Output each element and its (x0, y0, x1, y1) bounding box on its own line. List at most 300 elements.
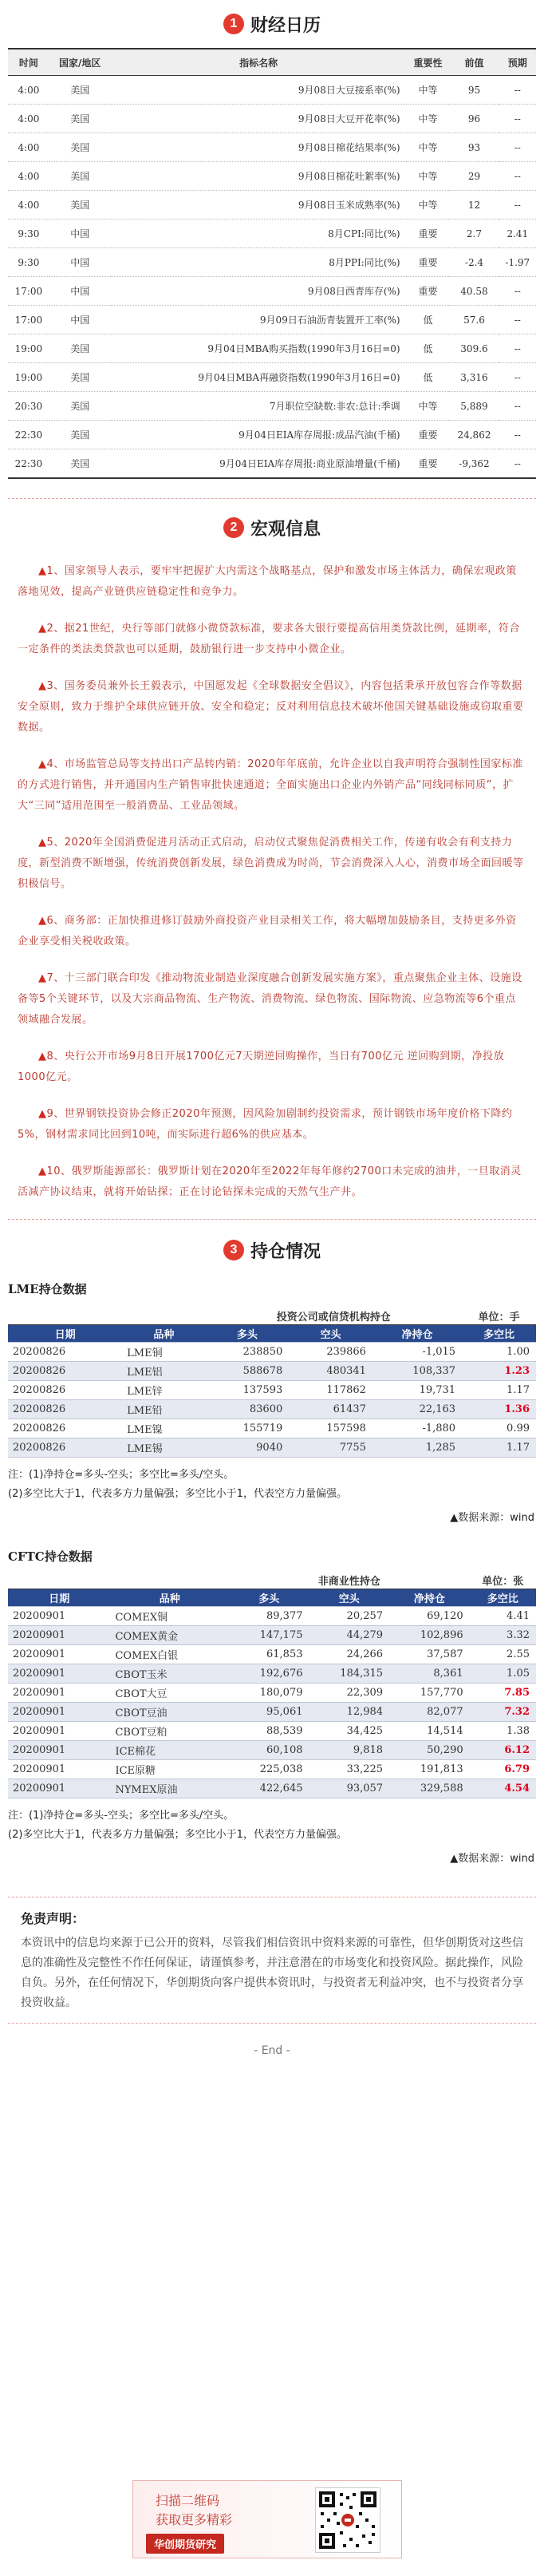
calendar-cell: 20:30 (8, 392, 49, 421)
calendar-cell: 中等 (407, 392, 450, 421)
calendar-cell: 9月08日棉花结果率(%) (111, 133, 407, 162)
cftc-header-cell: 多头 (229, 1589, 309, 1607)
lme-unit: 单位：手 (462, 1307, 536, 1325)
calendar-header-cell: 指标名称 (111, 49, 407, 76)
calendar-cell: 美国 (49, 191, 111, 220)
calendar-cell: 9月08日棉花吐絮率(%) (111, 162, 407, 191)
calendar-cell: 93 (449, 133, 499, 162)
calendar-cell: 24,862 (449, 421, 499, 449)
lme-cell: 480341 (289, 1362, 373, 1381)
cftc-header-cell: 日期 (8, 1589, 110, 1607)
calendar-cell: 9月09日石油沥青装置开工率(%) (111, 306, 407, 334)
calendar-table (8, 48, 536, 479)
section-calendar (0, 0, 544, 479)
bullet-triangle-icon: ▲ (38, 972, 47, 984)
macro-news-text: 9、世界钢铁投资协会修正2020年预测，因风险加剧制约投资需求，预计钢铁市场年度价格下降约5%，钢材需求同比回到10吨，而实际进行超6%的供应基本。 (18, 1108, 513, 1141)
disclaimer-heading: 免责声明： (21, 1911, 85, 1926)
cftc-cell: CBOT豆粕 (110, 1722, 228, 1741)
macro-news-list (0, 561, 544, 1203)
lme-cell: 157598 (289, 1419, 373, 1438)
cftc-source: ▲数据来源：wind (450, 1853, 534, 1865)
calendar-cell: 低 (407, 334, 450, 363)
cftc-cell: 225,038 (229, 1760, 309, 1779)
calendar-cell: -- (499, 162, 536, 191)
calendar-cell: 美国 (49, 363, 111, 392)
calendar-cell: -- (499, 334, 536, 363)
calendar-cell: 8月CPI:同比(%) (111, 220, 407, 248)
macro-news-item (18, 968, 526, 1031)
calendar-row (8, 306, 536, 334)
lme-cell: 1.17 (462, 1381, 536, 1400)
cftc-cell: 20200901 (8, 1703, 110, 1722)
cftc-cell: 180,079 (229, 1684, 309, 1703)
note-line: 注：(1)净持仓=多头-空头；多空比=多头/空头。 (8, 1810, 235, 1822)
lme-cell: 83600 (206, 1400, 290, 1419)
calendar-header-cell: 国家/地区 (49, 49, 111, 76)
bullet-triangle-icon: ▲ (38, 837, 47, 849)
bullet-triangle-icon: ▲ (38, 1165, 47, 1177)
cftc-cell: 37,587 (389, 1645, 470, 1664)
lme-cell: 1.23 (462, 1362, 536, 1381)
calendar-cell: 7月职位空缺数:非农:总计:季调 (111, 392, 407, 421)
cftc-cell: 329,588 (389, 1779, 470, 1798)
lme-row (8, 1381, 536, 1400)
cftc-table (8, 1571, 536, 1798)
cftc-row (8, 1703, 536, 1722)
calendar-row (8, 392, 536, 421)
calendar-row (8, 105, 536, 133)
calendar-cell: 19:00 (8, 363, 49, 392)
macro-news-text: 5、2020年全国消费促进月活动正式启动，启动仪式聚焦促消费相关工作，传递有收会有利支持力度，新型消费不断增强，传统消费创新发展，绿色消费成为时尚，节会消费深入人心，消费市场全面回暖等积极信号。 (18, 837, 524, 890)
cftc-cell: 20200901 (8, 1645, 110, 1664)
lme-cell: 61437 (289, 1400, 373, 1419)
lme-cell: LME铝 (122, 1362, 205, 1381)
bullet-triangle-icon: ▲ (38, 1108, 47, 1120)
lme-cell: LME铜 (122, 1343, 205, 1362)
macro-news-text: 10、俄罗斯能源部长：俄罗斯计划在2020年至2022年每年修约2700口未完成的油井，一旦取消灵活减产协议结束，就将开始钻探；正在讨论钻探未完成的天然气生产井。 (18, 1165, 522, 1198)
calendar-cell: 40.58 (449, 277, 499, 306)
macro-news-item (18, 833, 526, 895)
cftc-cell: 1.05 (470, 1664, 536, 1684)
calendar-cell: 9:30 (8, 220, 49, 248)
cftc-row (8, 1741, 536, 1760)
section-header-macro (0, 512, 544, 544)
lme-header-cell: 品种 (122, 1325, 205, 1343)
cftc-cell: 89,377 (229, 1607, 309, 1626)
lme-notes (8, 1466, 536, 1504)
cftc-cell: ICE棉花 (110, 1741, 228, 1760)
bullet-triangle-icon: ▲ (38, 623, 47, 635)
cftc-row (8, 1626, 536, 1645)
macro-news-item (18, 561, 526, 603)
cftc-cell: 1.38 (470, 1722, 536, 1741)
calendar-cell: 中国 (49, 220, 111, 248)
macro-news-item (18, 1104, 526, 1146)
cftc-header-cell: 空头 (309, 1589, 390, 1607)
cftc-cell: 12,984 (309, 1703, 390, 1722)
macro-news-text: 2、据21世纪，央行等部门就修小微贷款标准，要求各大银行要提高信用类贷款比例，延期率，符合一定条件的类法类贷款也可以延期，鼓励银行进一步支持中小微企业。 (18, 623, 520, 655)
cftc-cell: 20200901 (8, 1760, 110, 1779)
calendar-cell: 美国 (49, 334, 111, 363)
calendar-header-cell: 时间 (8, 49, 49, 76)
calendar-cell: 4:00 (8, 76, 49, 105)
lme-cell: 1.36 (462, 1400, 536, 1419)
lme-header-row (8, 1325, 536, 1343)
calendar-cell: 2.41 (499, 220, 536, 248)
lme-row (8, 1400, 536, 1419)
calendar-cell: -1.97 (499, 248, 536, 277)
calendar-cell: 中国 (49, 306, 111, 334)
calendar-cell: 309.6 (449, 334, 499, 363)
lme-row (8, 1419, 536, 1438)
calendar-cell: 美国 (49, 105, 111, 133)
cftc-cell: 20200901 (8, 1626, 110, 1645)
calendar-cell: 17:00 (8, 306, 49, 334)
calendar-row (8, 334, 536, 363)
cftc-cell: 93,057 (309, 1779, 390, 1798)
lme-title: LME持仓数据 (8, 1282, 87, 1296)
lme-header-cell: 多空比 (462, 1325, 536, 1343)
cftc-cell: 20200901 (8, 1779, 110, 1798)
cftc-title: CFTC持仓数据 (8, 1549, 93, 1564)
lme-cell: 137593 (206, 1381, 290, 1400)
cftc-header-row (8, 1589, 536, 1607)
calendar-cell: 9月08日大豆接系率(%) (111, 76, 407, 105)
lme-cell: LME镍 (122, 1419, 205, 1438)
calendar-cell: 57.6 (449, 306, 499, 334)
lme-cell: 108,337 (373, 1362, 462, 1381)
footer-banner (132, 2480, 402, 2558)
lme-cell: 588678 (206, 1362, 290, 1381)
cftc-cell: 88,539 (229, 1722, 309, 1741)
calendar-cell: 4:00 (8, 162, 49, 191)
lme-cell: 117862 (289, 1381, 373, 1400)
calendar-cell: 19:00 (8, 334, 49, 363)
lme-source: ▲数据来源：wind (450, 1512, 534, 1524)
calendar-cell: 22:30 (8, 449, 49, 479)
calendar-cell: 美国 (49, 133, 111, 162)
footer-line2: 获取更多精彩 (156, 2512, 233, 2527)
cftc-cell: 20200901 (8, 1722, 110, 1741)
calendar-row (8, 248, 536, 277)
calendar-cell: 中等 (407, 76, 450, 105)
bullet-triangle-icon: ▲ (38, 680, 47, 692)
cftc-cell: 20200901 (8, 1741, 110, 1760)
calendar-cell: 美国 (49, 392, 111, 421)
calendar-row (8, 76, 536, 105)
footer-brand: 华创期货研究 (146, 2534, 224, 2554)
calendar-row (8, 363, 536, 392)
macro-news-text: 4、市场监管总局等支持出口产品转内销：2020年年底前，允许企业以自我声明符合强制性国家标准的方式进行销售，并开通国内生产销售审批快速通道；全面实施出口企业内外销产品“同线同标同质”，扩大“三同”适用范围至一般消费品、工业品领域。 (18, 758, 523, 812)
macro-news-item (18, 676, 526, 738)
calendar-cell: 9月04日MBA再融资指数(1990年3月16日=0) (111, 363, 407, 392)
calendar-cell: 5,889 (449, 392, 499, 421)
cftc-cell: 22,309 (309, 1684, 390, 1703)
cftc-header-cell: 品种 (110, 1589, 228, 1607)
calendar-cell: 重要 (407, 220, 450, 248)
calendar-header-cell: 预期 (499, 49, 536, 76)
bullet-triangle-icon: ▲ (38, 565, 47, 577)
section-title: 财经日历 (250, 15, 321, 36)
lme-cell: 155719 (206, 1419, 290, 1438)
calendar-cell: 9月04日EIA库存周报:商业原油增量(千桶) (111, 449, 407, 479)
cftc-cell: 7.85 (470, 1684, 536, 1703)
cftc-cell: 50,290 (389, 1741, 470, 1760)
calendar-row (8, 191, 536, 220)
calendar-cell: 低 (407, 306, 450, 334)
end-marker: - End - (254, 2044, 290, 2057)
cftc-row (8, 1684, 536, 1703)
cftc-notes (8, 1806, 536, 1845)
calendar-row (8, 133, 536, 162)
cftc-cell: NYMEX原油 (110, 1779, 228, 1798)
calendar-cell: 2.7 (449, 220, 499, 248)
macro-news-item (18, 754, 526, 817)
lme-cell: 20200826 (8, 1438, 122, 1458)
lme-cell: LME锡 (122, 1438, 205, 1458)
calendar-cell: 低 (407, 363, 450, 392)
calendar-row (8, 421, 536, 449)
lme-cell: 7755 (289, 1438, 373, 1458)
lme-cell: -1,880 (373, 1419, 462, 1438)
macro-news-text: 6、商务部：正加快推进修订鼓励外商投资产业目录相关工作，将大幅增加鼓励条目，支持更多外资企业享受相关税收政策。 (18, 915, 517, 948)
cftc-cell: COMEX黄金 (110, 1626, 228, 1645)
lme-cell: 9040 (206, 1438, 290, 1458)
qr-code-icon (315, 2487, 380, 2553)
cftc-cell: CBOT玉米 (110, 1664, 228, 1684)
macro-news-item (18, 911, 526, 952)
calendar-cell: 9月08日大豆开花率(%) (111, 105, 407, 133)
footer-line1: 扫描二维码 (156, 2493, 220, 2508)
cftc-unit: 单位：张 (470, 1571, 536, 1589)
calendar-cell: 22:30 (8, 421, 49, 449)
cftc-row (8, 1760, 536, 1779)
calendar-cell: 9:30 (8, 248, 49, 277)
bullet-triangle-icon: ▲ (38, 758, 47, 770)
section-positions (0, 1234, 544, 1865)
calendar-cell: 9月04日MBA购买指数(1990年3月16日=0) (111, 334, 407, 363)
cftc-cell: 184,315 (309, 1664, 390, 1684)
bullet-triangle-icon: ▲ (38, 915, 47, 927)
cftc-cell: 82,077 (389, 1703, 470, 1722)
macro-news-item (18, 619, 526, 660)
cftc-cell: 7.32 (470, 1703, 536, 1722)
section-header-positions (0, 1234, 544, 1266)
note-line: (2)多空比大于1，代表多方力量偏强；多空比小于1，代表空方力量偏强。 (8, 1488, 347, 1500)
calendar-cell: -- (499, 277, 536, 306)
lme-super-label: 投资公司或信贷机构持仓 (206, 1307, 463, 1325)
lme-cell: 20200826 (8, 1343, 122, 1362)
disclaimer-body: 本资讯中的信息均来源于已公开的资料，尽管我们相信资讯中资料来源的可靠性，但华创期货对这些信息的准确性及完整性不作任何保证，请谨慎参考，并注意潜在的市场变化和投资风险。据此操作，风险自负。另外，在任何情况下，华创期货向客户提供本资讯时，与投资者无利益冲突，也不与投资者分享投资收益。 (21, 1937, 523, 2009)
cftc-cell: 157,770 (389, 1684, 470, 1703)
section-header-calendar (0, 8, 544, 40)
calendar-cell: 中等 (407, 191, 450, 220)
disclaimer (21, 1909, 523, 2013)
lme-cell: LME锌 (122, 1381, 205, 1400)
calendar-cell: -- (499, 133, 536, 162)
calendar-cell: -- (499, 105, 536, 133)
section-number: 3 (223, 1240, 244, 1260)
calendar-cell: -2.4 (449, 248, 499, 277)
cftc-cell: 6.12 (470, 1741, 536, 1760)
lme-cell: 19,731 (373, 1381, 462, 1400)
macro-news-text: 8、央行公开市场9月8日开展1700亿元7天期逆回购操作，当日有700亿元 逆回购到期，净投放1000亿元。 (18, 1051, 505, 1083)
lme-header-cell: 净持仓 (373, 1325, 462, 1343)
cftc-cell: 102,896 (389, 1626, 470, 1645)
lme-header-cell: 日期 (8, 1325, 122, 1343)
calendar-cell: 重要 (407, 421, 450, 449)
calendar-row (8, 277, 536, 306)
calendar-cell: 4:00 (8, 105, 49, 133)
cftc-cell: COMEX白银 (110, 1645, 228, 1664)
cftc-cell: 33,225 (309, 1760, 390, 1779)
cftc-cell: 44,279 (309, 1626, 390, 1645)
note-line: 注：(1)净持仓=多头-空头；多空比=多头/空头。 (8, 1469, 235, 1481)
section-title: 持仓情况 (250, 1241, 321, 1262)
calendar-cell: 中国 (49, 277, 111, 306)
calendar-cell: 96 (449, 105, 499, 133)
calendar-cell: 9月08日西青库存(%) (111, 277, 407, 306)
cftc-cell: CBOT豆油 (110, 1703, 228, 1722)
lme-cell: 1.17 (462, 1438, 536, 1458)
lme-cell: -1,015 (373, 1343, 462, 1362)
lme-table (8, 1307, 536, 1458)
calendar-cell: -- (499, 449, 536, 479)
calendar-cell: -- (499, 306, 536, 334)
calendar-cell: 95 (449, 76, 499, 105)
calendar-cell: -- (499, 363, 536, 392)
lme-cell: 20200826 (8, 1419, 122, 1438)
cftc-cell: 422,645 (229, 1779, 309, 1798)
calendar-cell: 美国 (49, 162, 111, 191)
calendar-cell: 4:00 (8, 133, 49, 162)
cftc-cell: 6.79 (470, 1760, 536, 1779)
calendar-cell: 中等 (407, 162, 450, 191)
cftc-cell: 20200901 (8, 1684, 110, 1703)
calendar-cell: 美国 (49, 76, 111, 105)
cftc-cell: ICE原糖 (110, 1760, 228, 1779)
cftc-cell: 69,120 (389, 1607, 470, 1626)
cftc-header-cell: 净持仓 (389, 1589, 470, 1607)
cftc-row (8, 1779, 536, 1798)
macro-news-item (18, 1161, 526, 1203)
section-number: 2 (223, 517, 244, 538)
lme-header-cell: 多头 (206, 1325, 290, 1343)
calendar-cell: 9月08日玉米成熟率(%) (111, 191, 407, 220)
lme-row (8, 1438, 536, 1458)
macro-news-text: 1、国家领导人表示，要牢牢把握扩大内需这个战略基点，保护和激发市场主体活力，确保宏观政策落地见效，提高产业链供应链稳定性和竞争力。 (18, 565, 517, 598)
calendar-cell: 4:00 (8, 191, 49, 220)
calendar-cell: 12 (449, 191, 499, 220)
lme-row (8, 1362, 536, 1381)
section-title: 宏观信息 (250, 519, 321, 540)
cftc-cell: 20200901 (8, 1607, 110, 1626)
calendar-cell: 8月PPI:同比(%) (111, 248, 407, 277)
cftc-cell: 20200901 (8, 1664, 110, 1684)
section-macro (0, 512, 544, 1203)
lme-cell: 20200826 (8, 1400, 122, 1419)
lme-cell: 20200826 (8, 1362, 122, 1381)
cftc-cell: 4.41 (470, 1607, 536, 1626)
cftc-cell: 191,813 (389, 1760, 470, 1779)
cftc-cell: CBOT大豆 (110, 1684, 228, 1703)
calendar-cell: 中国 (49, 248, 111, 277)
cftc-cell: 34,425 (309, 1722, 390, 1741)
macro-news-text: 7、十三部门联合印发《推动物流业制造业深度融合创新发展实施方案》，重点聚焦企业主体、设施设备等5个关键环节，以及大宗商品物流、生产物流、消费物流、绿色物流、国际物流、应急物流等6个重点领域融合发展。 (18, 972, 522, 1026)
cftc-row (8, 1607, 536, 1626)
cftc-cell: 8,361 (389, 1664, 470, 1684)
cftc-row (8, 1645, 536, 1664)
cftc-cell: 192,676 (229, 1664, 309, 1684)
calendar-cell: 17:00 (8, 277, 49, 306)
calendar-cell: 中等 (407, 105, 450, 133)
lme-cell: 20200826 (8, 1381, 122, 1400)
lme-cell: 22,163 (373, 1400, 462, 1419)
calendar-cell: 29 (449, 162, 499, 191)
section-number: 1 (223, 14, 244, 34)
lme-cell: 0.99 (462, 1419, 536, 1438)
calendar-row (8, 162, 536, 191)
cftc-cell: 61,853 (229, 1645, 309, 1664)
calendar-cell: -- (499, 421, 536, 449)
macro-news-item (18, 1047, 526, 1088)
cftc-cell: 147,175 (229, 1626, 309, 1645)
lme-cell: LME铅 (122, 1400, 205, 1419)
calendar-cell: -9,362 (449, 449, 499, 479)
calendar-cell: -- (499, 392, 536, 421)
cftc-cell: 60,108 (229, 1741, 309, 1760)
cftc-cell: 24,266 (309, 1645, 390, 1664)
cftc-cell: COMEX铜 (110, 1607, 228, 1626)
calendar-row (8, 449, 536, 479)
calendar-cell: 美国 (49, 421, 111, 449)
cftc-cell: 9,818 (309, 1741, 390, 1760)
calendar-cell: 9月04日EIA库存周报:成品汽油(千桶) (111, 421, 407, 449)
bullet-triangle-icon: ▲ (38, 1051, 47, 1062)
calendar-cell: -- (499, 191, 536, 220)
calendar-cell: 重要 (407, 277, 450, 306)
note-line: (2)多空比大于1，代表多方力量偏强；多空比小于1，代表空方力量偏强。 (8, 1829, 347, 1841)
calendar-cell: -- (499, 76, 536, 105)
cftc-cell: 95,061 (229, 1703, 309, 1722)
cftc-super-label: 非商业性持仓 (229, 1571, 470, 1589)
cftc-cell: 2.55 (470, 1645, 536, 1664)
cftc-cell: 20,257 (309, 1607, 390, 1626)
calendar-cell: 3,316 (449, 363, 499, 392)
macro-news-text: 3、国务委员兼外长王毅表示，中国愿发起《全球数据安全倡议》，内容包括秉承开放包容合作等数据安全原则，致力于维护全球供应链开放、安全和稳定；反对利用信息技术破坏他国关键基础设施或窃取重要数据。 (18, 680, 524, 734)
cftc-row (8, 1664, 536, 1684)
lme-cell: 1.00 (462, 1343, 536, 1362)
cftc-row (8, 1722, 536, 1741)
lme-row (8, 1343, 536, 1362)
cftc-cell: 14,514 (389, 1722, 470, 1741)
calendar-cell: 中等 (407, 133, 450, 162)
lme-cell: 1,285 (373, 1438, 462, 1458)
cftc-cell: 4.54 (470, 1779, 536, 1798)
calendar-cell: 重要 (407, 449, 450, 479)
calendar-header-cell: 重要性 (407, 49, 450, 76)
lme-cell: 239866 (289, 1343, 373, 1362)
calendar-cell: 美国 (49, 449, 111, 479)
cftc-header-cell: 多空比 (470, 1589, 536, 1607)
cftc-cell: 3.32 (470, 1626, 536, 1645)
calendar-row (8, 220, 536, 248)
divider (8, 2023, 536, 2024)
calendar-cell: 重要 (407, 248, 450, 277)
calendar-header-cell: 前值 (449, 49, 499, 76)
lme-cell: 238850 (206, 1343, 290, 1362)
lme-header-cell: 空头 (289, 1325, 373, 1343)
